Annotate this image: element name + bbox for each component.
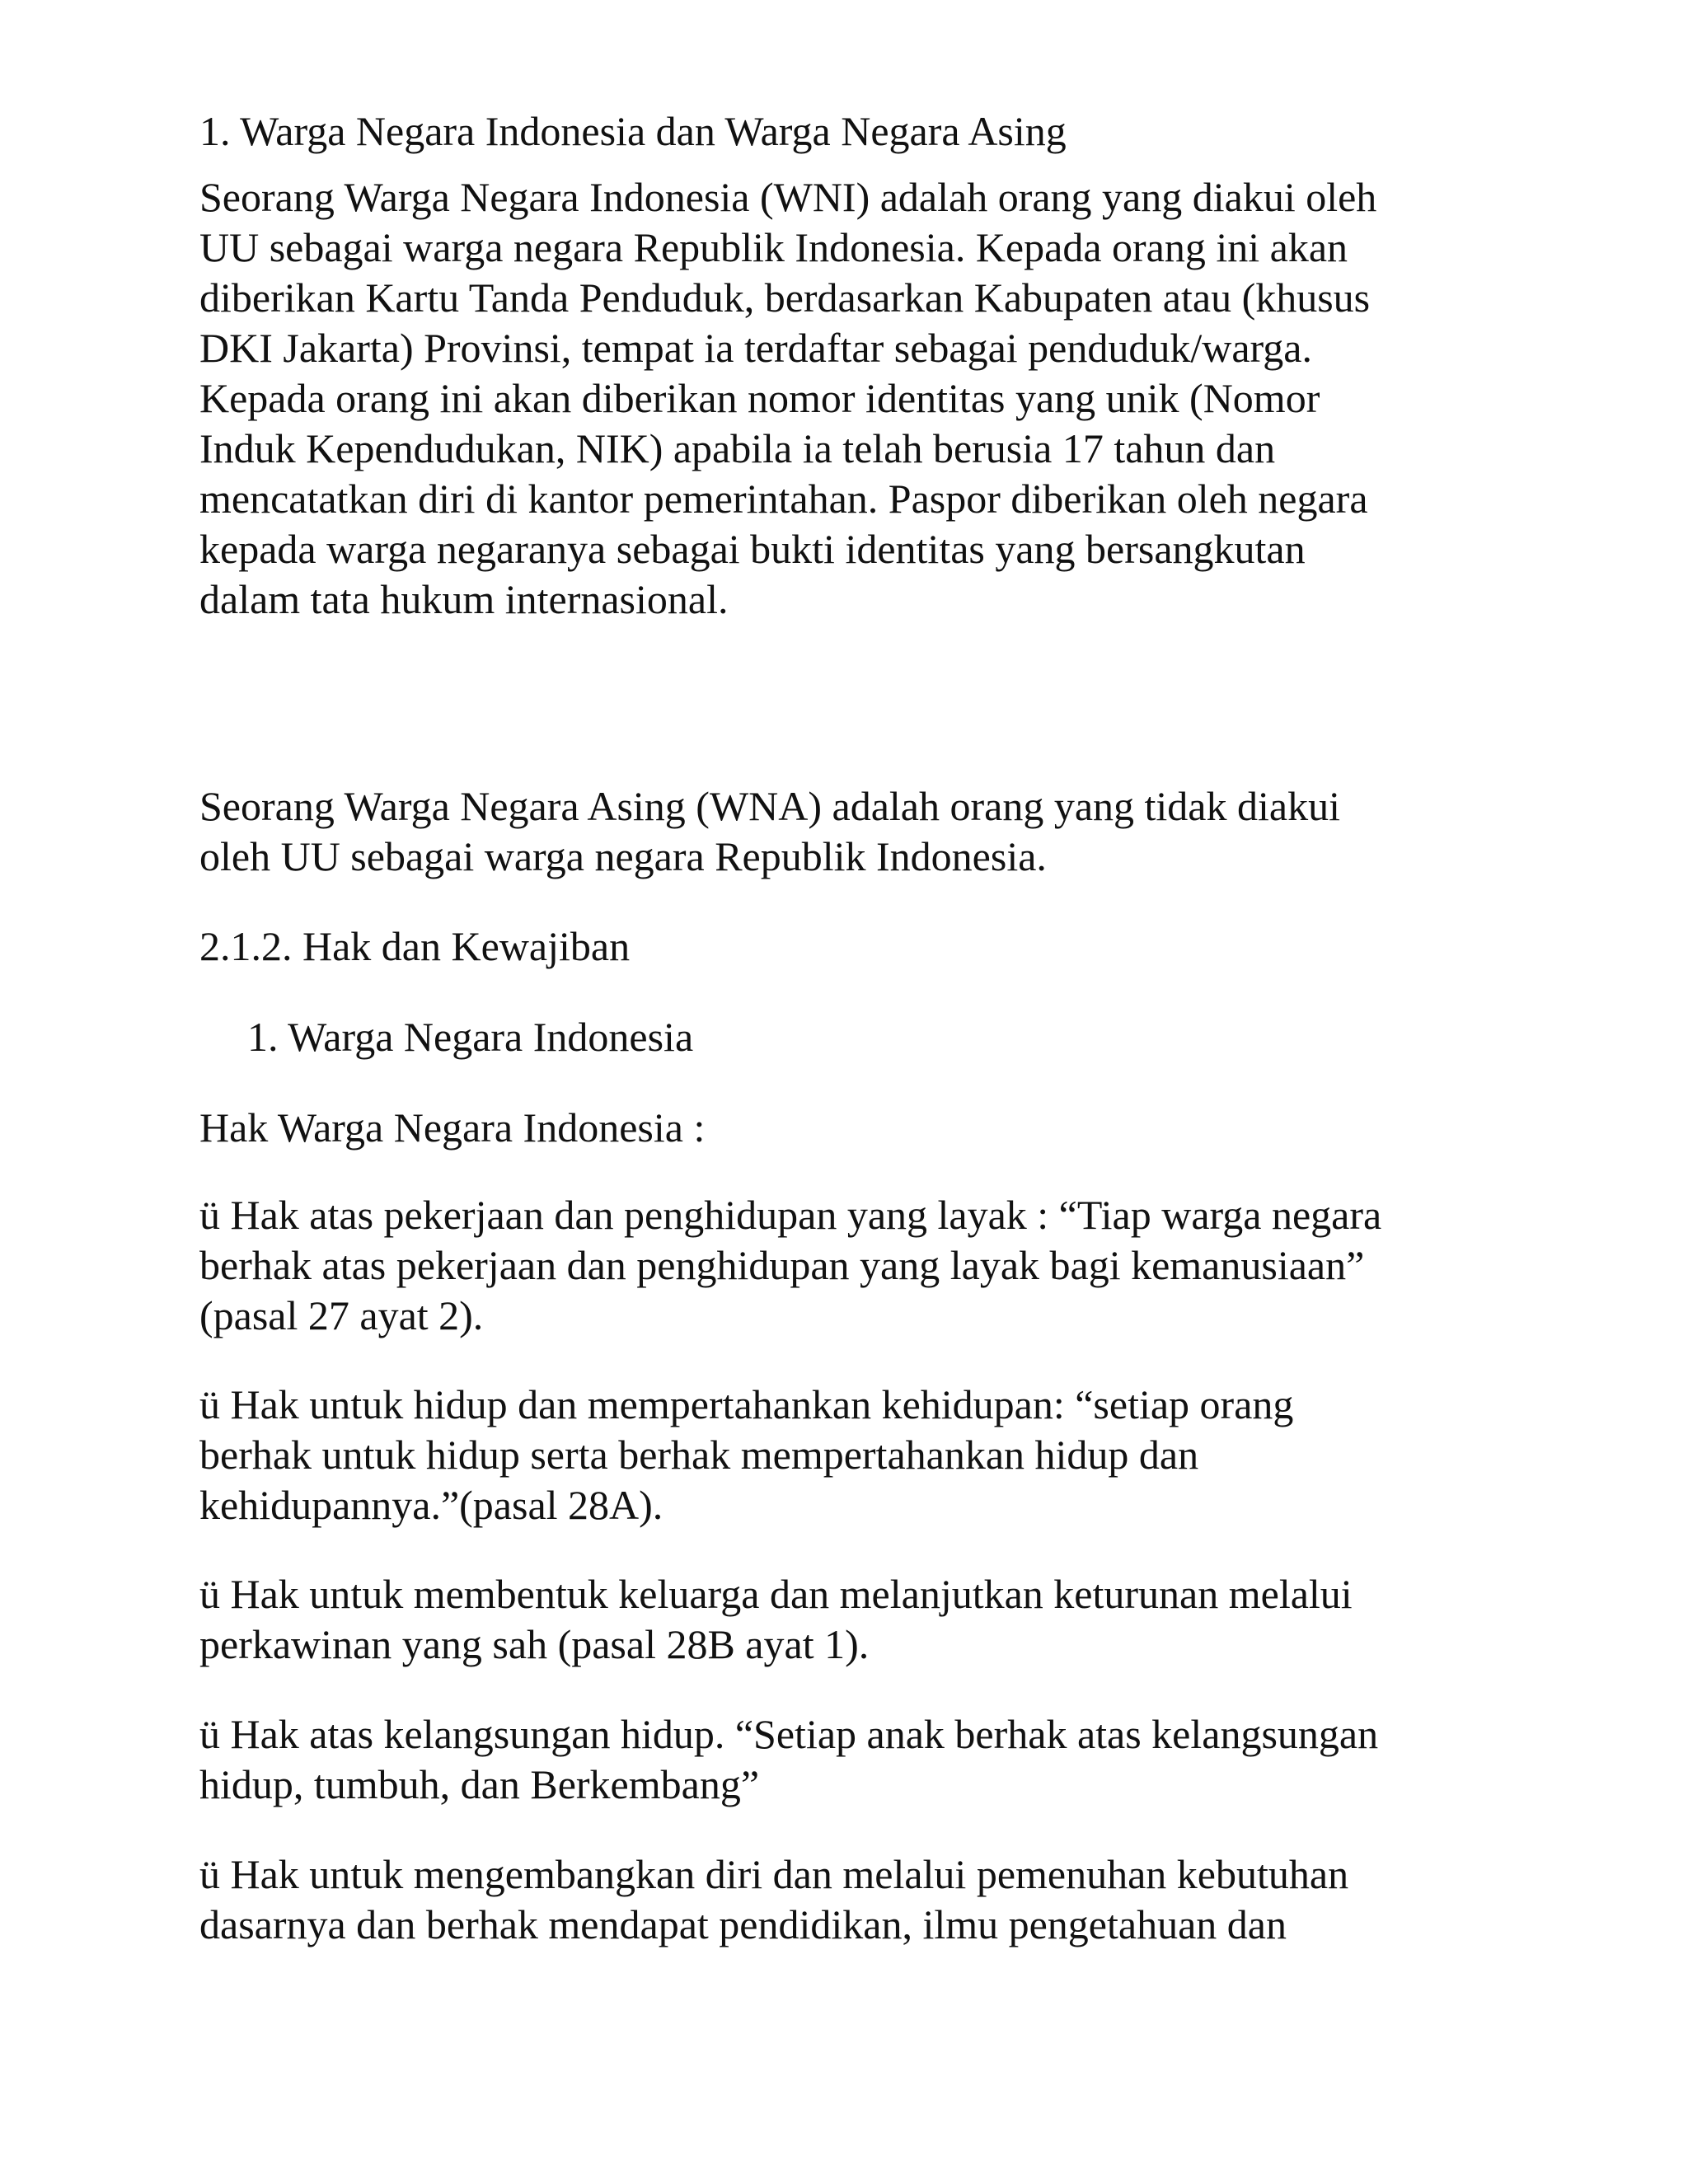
text-line: UU sebagai warga negara Republik Indonesia. Kepada orang ini akan	[199, 224, 1348, 270]
paragraph-hak-wni-title	[199, 1103, 1485, 1153]
text-line: Induk Kependudukan, NIK) apabila ia telah berusia 17 tahun dan	[199, 425, 1276, 471]
text-line: dasarnya dan berhak mendapat pendidikan, ilmu pengetahuan dan	[199, 1901, 1287, 1947]
text-line: 2.1.2. Hak dan Kewajiban	[199, 923, 631, 969]
text-line: berhak atas pekerjaan dan penghidupan yang layak bagi kemanusiaan”	[199, 1242, 1365, 1288]
text-line: perkawinan yang sah (pasal 28B ayat 1).	[199, 1621, 870, 1667]
text-line: ü Hak untuk membentuk keluarga dan melanjutkan keturunan melalui	[199, 1571, 1353, 1617]
text-line: 1. Warga Negara Indonesia dan Warga Negara Asing	[199, 108, 1067, 154]
list-item-hak-pekerjaan	[199, 1190, 1485, 1341]
text-line: berhak untuk hidup serta berhak mempertahankan hidup dan	[199, 1432, 1199, 1478]
text-line: (pasal 27 ayat 2).	[199, 1292, 484, 1338]
text-line: kepada warga negaranya sebagai bukti identitas yang bersangkutan	[199, 526, 1306, 572]
text-line: Seorang Warga Negara Indonesia (WNI) adalah orang yang diakui oleh	[199, 174, 1377, 220]
text-line: Hak Warga Negara Indonesia :	[199, 1104, 706, 1151]
text-line: ü Hak untuk mengembangkan diri dan melalui pemenuhan kebutuhan	[199, 1851, 1349, 1897]
text-line: kehidupannya.”(pasal 28A).	[199, 1482, 663, 1528]
list-item-hak-kelangsungan	[199, 1709, 1485, 1810]
text-line: Kepada orang ini akan diberikan nomor identitas yang unik (Nomor	[199, 375, 1320, 421]
text-line: 1. Warga Negara Indonesia	[247, 1014, 694, 1060]
section-heading-hak-kewajiban	[199, 921, 1485, 972]
text-line: ü Hak atas pekerjaan dan penghidupan yang layak : “Tiap warga negara	[199, 1192, 1382, 1238]
text-line: DKI Jakarta) Provinsi, tempat ia terdaftar sebagai penduduk/warga.	[199, 325, 1312, 371]
section-heading-wni-wna	[199, 106, 1485, 157]
text-line: mencatatkan diri di kantor pemerintahan. Paspor diberikan oleh negara	[199, 476, 1368, 522]
text-line: ü Hak atas kelangsungan hidup. “Setiap anak berhak atas kelangsungan	[199, 1711, 1379, 1757]
text-line: diberikan Kartu Tanda Penduduk, berdasarkan Kabupaten atau (khusus	[199, 274, 1371, 321]
text-line: dalam tata hukum internasional.	[199, 576, 729, 622]
text-line: Seorang Warga Negara Asing (WNA) adalah orang yang tidak diakui	[199, 783, 1340, 829]
list-item-hak-keluarga	[199, 1569, 1485, 1670]
text-line: hidup, tumbuh, dan Berkembang”	[199, 1761, 760, 1807]
paragraph-wna-definition	[199, 781, 1485, 882]
text-line: ü Hak untuk hidup dan mempertahankan kehidupan: “setiap orang	[199, 1381, 1294, 1427]
text-line: oleh UU sebagai warga negara Republik Indonesia.	[199, 833, 1047, 879]
subsection-heading-wni	[247, 1012, 1533, 1062]
paragraph-wni-definition	[199, 172, 1485, 625]
list-item-hak-hidup	[199, 1380, 1485, 1530]
list-item-hak-pengembangan	[199, 1849, 1485, 1950]
